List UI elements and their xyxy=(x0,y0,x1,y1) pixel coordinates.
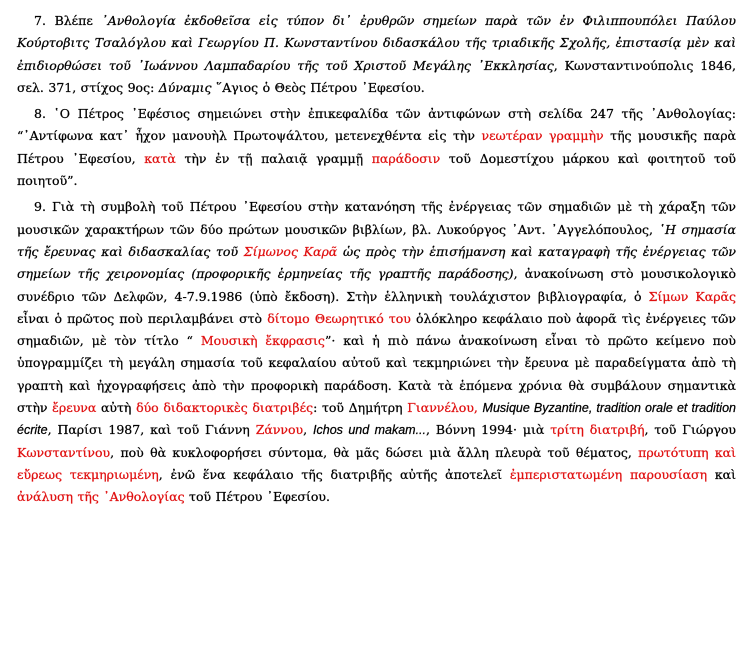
italic-title: ὡς πρὸς τὴν ἑπισήμανση καὶ καταγραφὴ τῆς ἐνέργειας τῶν σημείων τῆς χειρονομίας (προφορικῆς ἑρμηνείας τῆς γραπτῆς παράδοσης) xyxy=(17,243,736,282)
footnote-7 xyxy=(17,10,736,99)
italic-title: ᾿Ανθολογία ἐκδοθεῖσα εἰς τύπον δι᾿ ἐρυθρῶν σημείων παρὰ τῶν ἐν Φιλιππουπόλει Παύλου Κούρτοβιτς Τσαλόγλου καὶ Γεωργίου Π. Κωνσταντίνου διδασκάλου τῆς τριαδικῆς Σχολῆς, ἐπιστασίᾳ μὲν καὶ ἐπιδιορθώσει τοῦ ᾿Ιωάννου Λαμπαδαρίου τῆς τοῦ Χριστοῦ Μεγάλης ᾿Εκκλησίας xyxy=(17,13,736,73)
text-run: 7. Βλέπε xyxy=(34,13,102,28)
text-run: 9. Γιὰ τὴ συμβολὴ τοῦ Πέτρου ᾿Εφεσίου στὴν κατανόηση τῆς ἐνέργειας τῶν σημαδιῶν μὲ τὴ χάραξη τῶν μουσικῶν χαρακτήρων τῶν δύο πρώτων μουσικῶν βιβλίων, βλ. Λυκούργος ᾿Αντ. ᾿Αγγελόπουλος, xyxy=(17,199,736,237)
highlighted-phrase: ἀνάλυση τῆς ᾿Ανθολογίας xyxy=(17,489,185,505)
text-run: ὁλόκληρο κεφάλαιο ποὺ ἀφορᾶ τὶς ἐνέργειες τῶν σημαδιῶν, μὲ τὸν τίτλο “ xyxy=(17,310,736,349)
text-run: εἶναι ὁ πρῶτος ποὺ περιλαμβάνει στὸ xyxy=(17,310,268,326)
text-run: , ἐνῶ ἕνα κεφάλαιο τῆς διατριβῆς αὐτῆς ἀποτελεῖ xyxy=(158,466,510,482)
highlighted-phrase: Σίμων Καρᾶς xyxy=(648,288,736,304)
highlighted-phrase: παράδοσιν xyxy=(371,150,441,166)
text-run: τοῦ Δομεστίχου μάρκου καὶ φοιτητοῦ τοῦ ποιητοῦ”. xyxy=(17,150,736,189)
text-run: τοῦ Πέτρου ᾿Εφεσίου. xyxy=(184,489,330,505)
text-run: 8. ῾Ο Πέτρος ᾿Εφέσιος σημειώνει στὴν ἐπικεφαλίδα τῶν ἀντιφώνων στὴ σελίδα 247 τῆς ᾿Ανθολογίας: “᾿Αντίφωνα κατ᾿ ἦχον μανουὴλ Πρωτοψάλτου, μετενεχθέντα εἰς τὴν xyxy=(17,106,736,144)
highlighted-phrase: δύο διδακτορικὲς διατριβές xyxy=(136,400,314,416)
text-run: ”· καὶ ἡ πιὸ πάνω ἀνακοίνωση εἶναι τὸ πρῶτο κείμενο ποὺ ὑπογραμμίζει τὴ μεγάλη σημασία τοῦ κεφαλαίου αὐτοῦ καὶ τεκμηριώνει τὴν ἔρευνα μὲ παραδείγματα ἀπὸ τὴ γραπτὴ καὶ ἠχογραφήσεις ἀπὸ τὴν προφορικὴ παράδοση. Κατὰ τὰ ἑπόμενα χρόνια θὰ συμβάλουν σημαντικὰ στὴν xyxy=(17,333,737,416)
text-run: , ἀνακοίνωση στὸ μουσικολογικὸ συνέδριο τῶν Δελφῶν, 4-7.9.1986 (ὑπὸ ἔκδοση). Στὴν ἑλληνικὴ τουλάχιστον βιβλιογραφία, ὁ xyxy=(17,266,736,304)
footnote-8 xyxy=(17,103,736,192)
highlighted-phrase: νεωτέραν γραμμὴν xyxy=(481,128,604,144)
foreign-title: Ichos und makam... xyxy=(313,423,426,438)
text-run: , xyxy=(303,422,314,438)
text-run: αὐτὴ xyxy=(96,400,137,416)
highlighted-phrase: Ζάννου xyxy=(255,422,304,438)
text-run: καὶ xyxy=(707,466,736,482)
highlighted-phrase: κατὰ xyxy=(144,150,176,166)
text-run: , Βόννη 1994· μιὰ xyxy=(426,422,551,438)
highlighted-phrase: πρωτότυπη καὶ εὔρεως τεκμηριωμένη xyxy=(17,444,736,482)
italic-title: Δύναμις xyxy=(158,79,212,95)
highlighted-phrase: ἔρευνα xyxy=(52,400,97,416)
highlighted-phrase: δίτομο Θεωρητικό του xyxy=(267,310,411,326)
highlighted-phrase: Σίμωνος Καρᾶ xyxy=(243,243,338,259)
text-run: , ποὺ θὰ κυκλοφορήσει σύντομα, θὰ μᾶς δώσει μιὰ ἄλλη πλευρὰ τοῦ θέματος, xyxy=(110,444,639,460)
text-run: , Κωνσταντινούπολις 1846, σελ. 371, στίχος 9ος: xyxy=(17,57,736,95)
text-run: , τοῦ Γιώργου xyxy=(644,422,737,438)
highlighted-phrase: Κωνσταντίνου xyxy=(17,444,111,460)
text-run: ῞Αγιος ὁ Θεὸς Πέτρου ᾿Εφεσίου. xyxy=(211,79,425,95)
text-run: τὴν ἐν τῇ παλαιᾷ γραμμῇ xyxy=(175,150,372,166)
highlighted-phrase: ἐμπεριστατωμένη παρουσίαση xyxy=(509,466,708,482)
text-run: , Παρίσι 1987, καὶ τοῦ Γιάννη xyxy=(47,422,256,438)
text-run: τῆς μουσικῆς παρὰ Πέτρου ᾿Εφεσίου, xyxy=(17,128,736,166)
highlighted-phrase: Μουσικὴ ἔκφρασις xyxy=(200,333,325,349)
foreign-title: Musique Byzantine, tradition orale et tradition écrite xyxy=(17,401,736,438)
footnote-9 xyxy=(17,196,736,508)
italic-title: ῾Η σημασία τῆς ἔρευνας καὶ διδασκαλίας τοῦ xyxy=(17,221,736,259)
text-run: : τοῦ Δημήτρη xyxy=(313,400,408,416)
highlighted-phrase: Γιαννέλου, xyxy=(407,400,478,416)
highlighted-phrase: τρίτη διατριβή xyxy=(550,422,645,438)
